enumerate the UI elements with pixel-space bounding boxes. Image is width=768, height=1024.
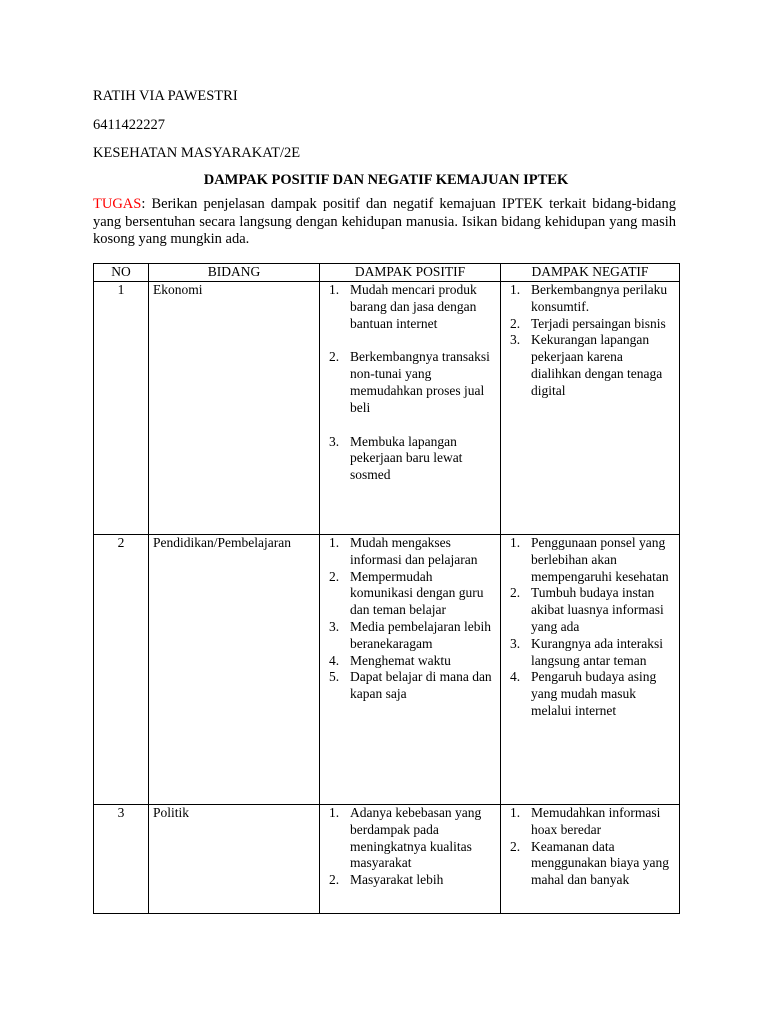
positive-impacts	[320, 282, 501, 535]
list-item: 1. Mudah mencari produk barang dan jasa dengan bantuan internet	[329, 282, 477, 331]
negative-impacts	[501, 805, 680, 914]
list-item: 1. Adanya kebebasan yang berdampak pada meningkatnya kualitas masyarakat	[329, 805, 482, 871]
student-name: RATIH VIA PAWESTRI	[93, 88, 238, 104]
list-item: 2. Keamanan data menggunakan biaya yang mahal dan banyak	[510, 838, 669, 888]
row-number: 1	[94, 282, 149, 535]
list-item: 4. Menghemat waktu	[329, 652, 451, 668]
list-item: 1. Penggunaan ponsel yang berlebihan akan mempengaruhi kesehatan	[510, 535, 669, 584]
list-item: 2. Mempermudah komunikasi dengan guru dan teman belajar	[329, 568, 484, 618]
table-row	[94, 805, 680, 914]
list-item: 2. Masyarakat lebih	[329, 872, 444, 888]
list-item: 3. Kekurangan lapangan pekerjaan karena dialihkan dengan tenaga digital	[510, 332, 663, 398]
header-no: NO	[94, 264, 149, 282]
list-item: 3. Media pembelajaran lebih beranekaragam	[329, 618, 491, 651]
negative-impacts	[501, 535, 680, 805]
row-bidang: Pendidikan/Pembelajaran	[149, 535, 320, 805]
list-item: 4. Pengaruh budaya asing yang mudah masuk melalui internet	[510, 669, 657, 718]
task-label: TUGAS	[93, 196, 142, 212]
impact-table	[93, 263, 680, 914]
row-bidang: Ekonomi	[149, 282, 320, 535]
student-class: KESEHATAN MASYARAKAT/2E	[93, 145, 301, 161]
row-bidang: Politik	[149, 805, 320, 914]
header-negatif: DAMPAK NEGATIF	[501, 264, 680, 282]
list-item: 1. Memudahkan informasi hoax beredar	[510, 805, 661, 837]
list-item: 1. Mudah mengakses informasi dan pelajaran	[329, 535, 478, 567]
list-item: 2. Terjadi persaingan bisnis	[510, 315, 666, 331]
document-title: DAMPAK POSITIF DAN NEGATIF KEMAJUAN IPTEK	[203, 172, 569, 188]
table-row	[94, 282, 680, 535]
row-number: 2	[94, 535, 149, 805]
list-item: 3. Kurangnya ada interaksi langsung antar teman	[510, 635, 663, 668]
positive-impacts	[320, 805, 501, 914]
table-row	[94, 535, 680, 805]
header-positif: DAMPAK POSITIF	[320, 264, 501, 282]
list-item: 5. Dapat belajar di mana dan kapan saja	[329, 669, 492, 702]
list-item: 2. Berkembangnya transaksi non-tunai yang memudahkan proses jual beli	[329, 349, 490, 415]
table-header-row	[94, 264, 680, 282]
list-item: 1. Berkembangnya perilaku konsumtif.	[510, 282, 668, 314]
negative-impacts	[501, 282, 680, 535]
list-item: 3. Membuka lapangan pekerjaan baru lewat sosmed	[329, 433, 463, 483]
row-number: 3	[94, 805, 149, 914]
task-text: : Berikan penjelasan dampak positif dan negatif kemajuan IPTEK terkait bidang-bidang yang bersentuhan secara langsung dengan kehidupan manusia. Isikan bidang kehidupan yang masih kosong yang mungkin ada.	[93, 196, 676, 247]
task-instruction	[93, 196, 676, 249]
list-item: 2. Tumbuh budaya instan akibat luasnya informasi yang ada	[510, 585, 664, 634]
student-id: 6411422227	[93, 117, 165, 133]
header-bidang: BIDANG	[149, 264, 320, 282]
positive-impacts	[320, 535, 501, 805]
